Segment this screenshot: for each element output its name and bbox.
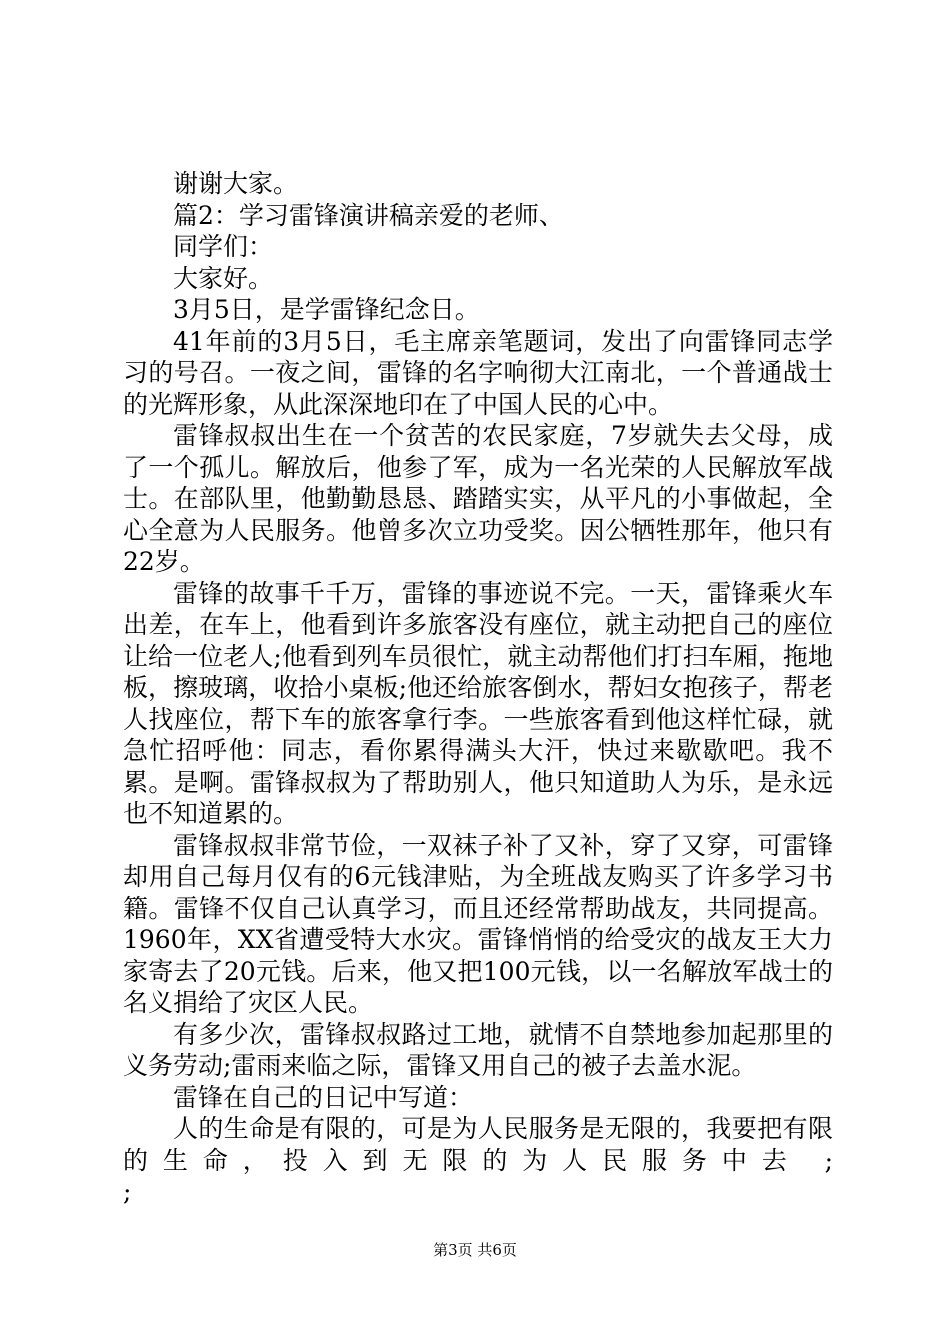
paragraph-memorial-day: 3月5日，是学雷锋纪念日。	[173, 295, 480, 324]
paragraph-frugality: 雷锋叔叔非常节俭，一双袜子补了又补，穿了又穿，可雷锋却用自己每月仅有的6元钱津贴，为全班战友购买了许多学习书籍。雷锋不仅自己认真学习，而且还经常帮助战友，共同提高。1960年，XX省遭受特大水灾。雷锋悄悄的给受灾的战友王大力家寄去了20元钱。后来，他又把100元钱，以一名解放军战士的名义捐给了灾区人民。	[123, 830, 833, 1017]
paragraph-volunteer-work: 有多少次，雷锋叔叔路过工地，就情不自禁地参加起那里的义务劳动;雷雨来临之际，雷锋又用自己的被子去盖水泥。	[123, 1019, 833, 1080]
paragraph-section-heading: 篇2：学习雷锋演讲稿亲爱的老师、	[173, 200, 564, 230]
paragraph-train-story: 雷锋的故事千千万，雷锋的事迹说不完。一天，雷锋乘火车出差，在车上，他看到许多旅客没有座位，就主动把自己的座位让给一位老人;他看到列车员很忙，就主动帮他们打扫车厢，拖地板，擦玻璃，收拾小桌板;他还给旅客倒水，帮妇女抱孩子，帮老人找座位，帮下车的旅客拿行李。一些旅客看到他这样忙碌，就急忙招呼他：同志，看你累得满头大汗，快过来歇歇吧。我不累。是啊。雷锋叔叔为了帮助别人，他只知道助人为乐，是永远也不知道累的。	[123, 578, 833, 828]
paragraph-thanks: 谢谢大家。	[173, 169, 299, 198]
paragraph-diary-intro: 雷锋在自己的日记中写道：	[173, 1082, 474, 1112]
paragraph-salutation-classmates: 同学们：	[173, 232, 274, 261]
page-number: 第3页 共6页	[433, 1241, 517, 1259]
paragraph-history: 41年前的3月5日，毛主席亲笔题词，发出了向雷锋同志学习的号召。一夜之间，雷锋的名字响彻大江南北，一个普通战士的光辉形象，从此深深地印在了中国人民的心中。	[123, 326, 833, 419]
paragraph-diary-quote: 人的生命是有限的，可是为人民服务是无限的，我要把有限的生命，投入到无限的为人民服务中去 ;	[123, 1114, 833, 1175]
document-body	[123, 168, 833, 1208]
paragraph-greeting: 大家好。	[173, 263, 274, 293]
page-footer	[0, 1240, 950, 1260]
paragraph-biography: 雷锋叔叔出生在一个贫苦的农民家庭，7岁就失去父母，成了一个孤儿。解放后，他参了军，成为一名光荣的人民解放军战士。在部队里，他勤勤恳恳、踏踏实实，从平凡的小事做起，全心全意为人民服务。他曾多次立功受奖。因公牺牲那年，他只有22岁。	[123, 421, 833, 576]
paragraph-semicolon: ;	[123, 1177, 132, 1206]
